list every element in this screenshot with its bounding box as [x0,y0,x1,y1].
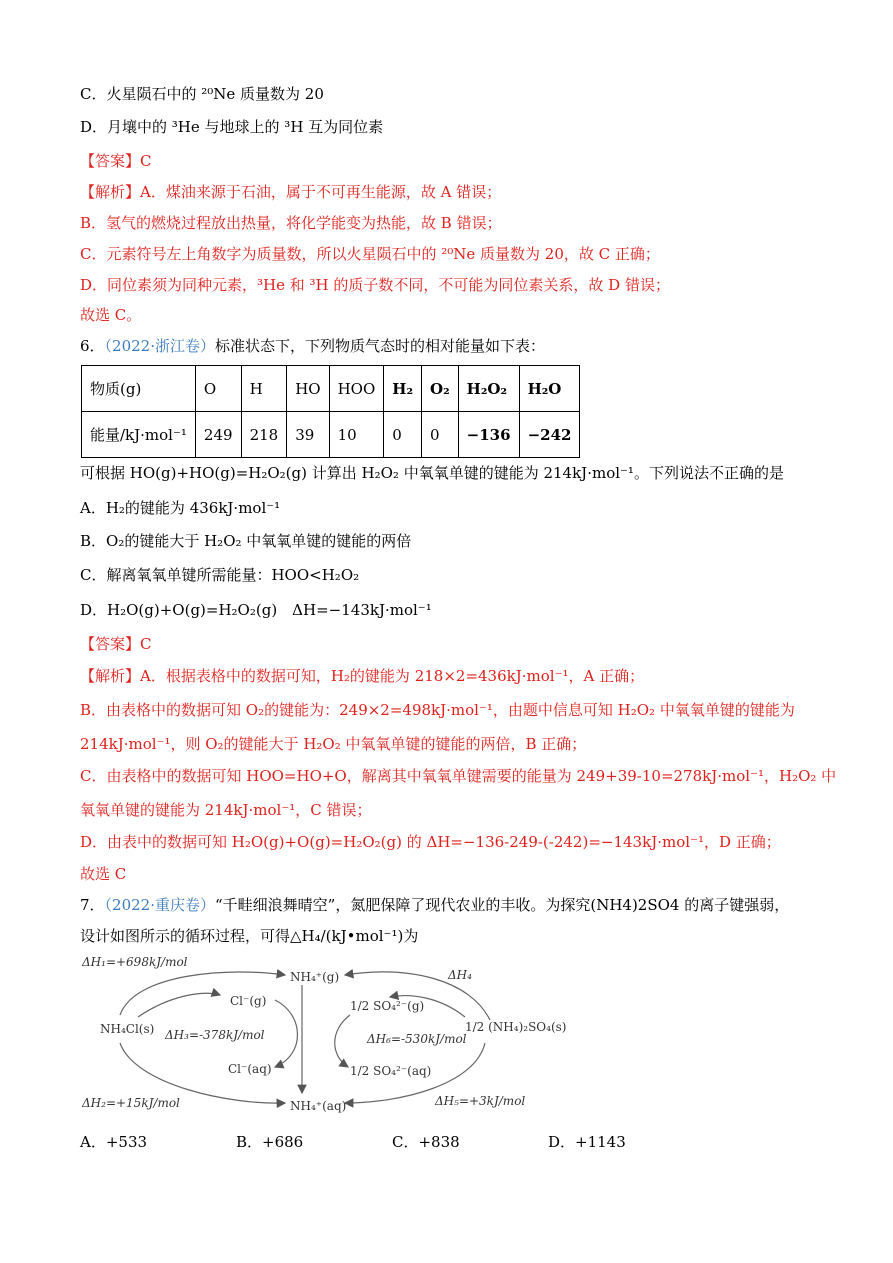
q5-explanation-c: C．元素符号左上角数字为质量数，所以火星陨石中的 ²⁰Ne 质量数为 20，故 C 正确； [80,245,660,263]
q5-explanation-d: D．同位素须为同种元素，³He 和 ³H 的质子数不同，不可能为同位素关系，故 D 错误； [80,276,670,294]
q6-explanation-d: D．由表中的数据可知 H₂O(g)+O(g)=H₂O₂(g) 的 ΔH=−136-249-(-242)=−143kJ·mol⁻¹，D 正确； [80,833,781,851]
table-cell: 249 [195,412,241,458]
table-cell: 39 [287,412,329,458]
q7-option-d: D．+1143 [548,1133,626,1151]
q6-stem [80,336,545,356]
q6-stem-text: 标准状态下，下列物质气态时的相对能量如下表： [215,337,546,355]
label-ammonium-sulfate: 1/2 (NH₄)₂SO₄(s) [465,1020,567,1034]
q5-option-d: D．月壤中的 ³He 与地球上的 ³H 互为同位素 [80,118,384,136]
q6-number: 6． [80,337,105,355]
q5-conclusion: 故选 C。 [80,306,142,324]
label-so4-gas: 1/2 SO₄²⁻(g) [350,999,425,1013]
label-dh1: ΔH₁=+698kJ/mol [82,955,188,969]
table-row [82,412,580,458]
q7-stem-text: “千畦细浪舞晴空”，氮肥保障了现代农业的丰收。为探究(NH4)2SO4 的离子键强弱， [215,896,790,914]
table-cell: H₂ [384,366,422,412]
q5-answer: 【答案】C [80,152,152,170]
label-nh4cl-solid: NH₄Cl(s) [100,1022,155,1036]
table-cell: O [195,366,241,412]
q5-explanation-b: B．氢气的燃烧过程放出热量，将化学能变为热能，故 B 错误； [80,214,502,232]
label-so4-aq: 1/2 SO₄²⁻(aq) [350,1064,432,1078]
q5-option-c: C．火星陨石中的 ²⁰Ne 质量数为 20 [80,85,324,103]
arrow-dh6 [335,1015,350,1067]
table-row [82,366,580,412]
q7-option-c: C．+838 [392,1133,460,1151]
q6-option-c: C．解离氧氧单键所需能量：HOO<H₂O₂ [80,566,360,584]
table-cell: HOO [329,366,384,412]
q6-option-b: B．O₂的键能大于 H₂O₂ 中氧氧单键的键能的两倍 [80,532,412,550]
label-nh4-aq: NH₄⁺(aq) [290,1099,347,1113]
table-cell: 0 [422,412,459,458]
q6-option-a: A．H₂的键能为 436kJ·mol⁻¹ [80,499,281,517]
label-cl-aq: Cl⁻(aq) [228,1062,272,1076]
q6-explanation-b1: B．由表格中的数据可知 O₂的键能为：249×2=498kJ·mol⁻¹，由题中信息可知 H₂O₂ 中氧氧单键的键能为 [80,701,795,719]
q6-option-d: D．H₂O(g)+O(g)=H₂O₂(g) ΔH=−143kJ·mol⁻¹ [80,601,432,619]
table-cell: 10 [329,412,384,458]
table-cell: 0 [384,412,422,458]
table-cell: −136 [458,412,519,458]
q6-explanation-a: 【解析】A．根据表格中的数据可知，H₂的键能为 218×2=436kJ·mol⁻¹，A 正确； [80,667,645,685]
energy-table [81,365,580,458]
q6-explanation-c2: 氧氧单键的键能为 214kJ·mol⁻¹，C 错误； [80,801,372,819]
label-nh4-gas: NH₄⁺(g) [290,970,340,984]
q5-explanation-a: 【解析】A．煤油来源于石油，属于不可再生能源，故 A 错误； [80,183,502,201]
table-cell: 218 [241,412,287,458]
q6-premise: 可根据 HO(g)+HO(g)=H₂O₂(g) 计算出 H₂O₂ 中氧氧单键的键能为 214kJ·mol⁻¹。下列说法不正确的是 [80,464,784,482]
q6-conclusion: 故选 C [80,865,127,883]
q6-explanation-b2: 214kJ·mol⁻¹，则 O₂的键能大于 H₂O₂ 中氧氧单键的键能的两倍，B 正确； [80,735,587,753]
q7-option-a: A．+533 [80,1133,148,1151]
arrow-dh3 [275,1000,298,1067]
q6-answer: 【答案】C [80,635,152,653]
table-cell: HO [287,366,329,412]
label-dh2: ΔH₂=+15kJ/mol [82,1096,180,1110]
table-cell: 能量/kJ·mol⁻¹ [82,412,196,458]
arrow-to-cl-g [138,993,220,1017]
label-dh3: ΔH₃=-378kJ/mol [165,1028,265,1042]
label-dh4: ΔH₄ [448,968,472,982]
table-cell: H [241,366,287,412]
table-cell: H₂O₂ [458,366,519,412]
q7-source: （2022·重庆卷） [104,896,215,914]
q7-number: 7． [80,896,105,914]
table-cell: H₂O [519,366,580,412]
q7-stem-line2: 设计如图所示的循环过程，可得△H₄/(kJ•mol⁻¹)为 [80,927,419,945]
q7-stem-line1 [80,895,789,915]
label-dh5: ΔH₅=+3kJ/mol [435,1094,526,1108]
born-haber-cycle-diagram [80,955,580,1120]
q7-option-b: B．+686 [236,1133,304,1151]
label-cl-gas: Cl⁻(g) [230,994,267,1008]
q6-source: （2022·浙江卷） [104,337,215,355]
table-cell: −242 [519,412,580,458]
table-cell: 物质(g) [82,366,196,412]
q6-explanation-c1: C．由表格中的数据可知 HOO=HO+O，解离其中氧氧单键需要的能量为 249+39-10=278kJ·mol⁻¹，H₂O₂ 中 [80,767,837,785]
table-cell: O₂ [422,366,459,412]
label-dh6: ΔH₆=-530kJ/mol [367,1032,467,1046]
